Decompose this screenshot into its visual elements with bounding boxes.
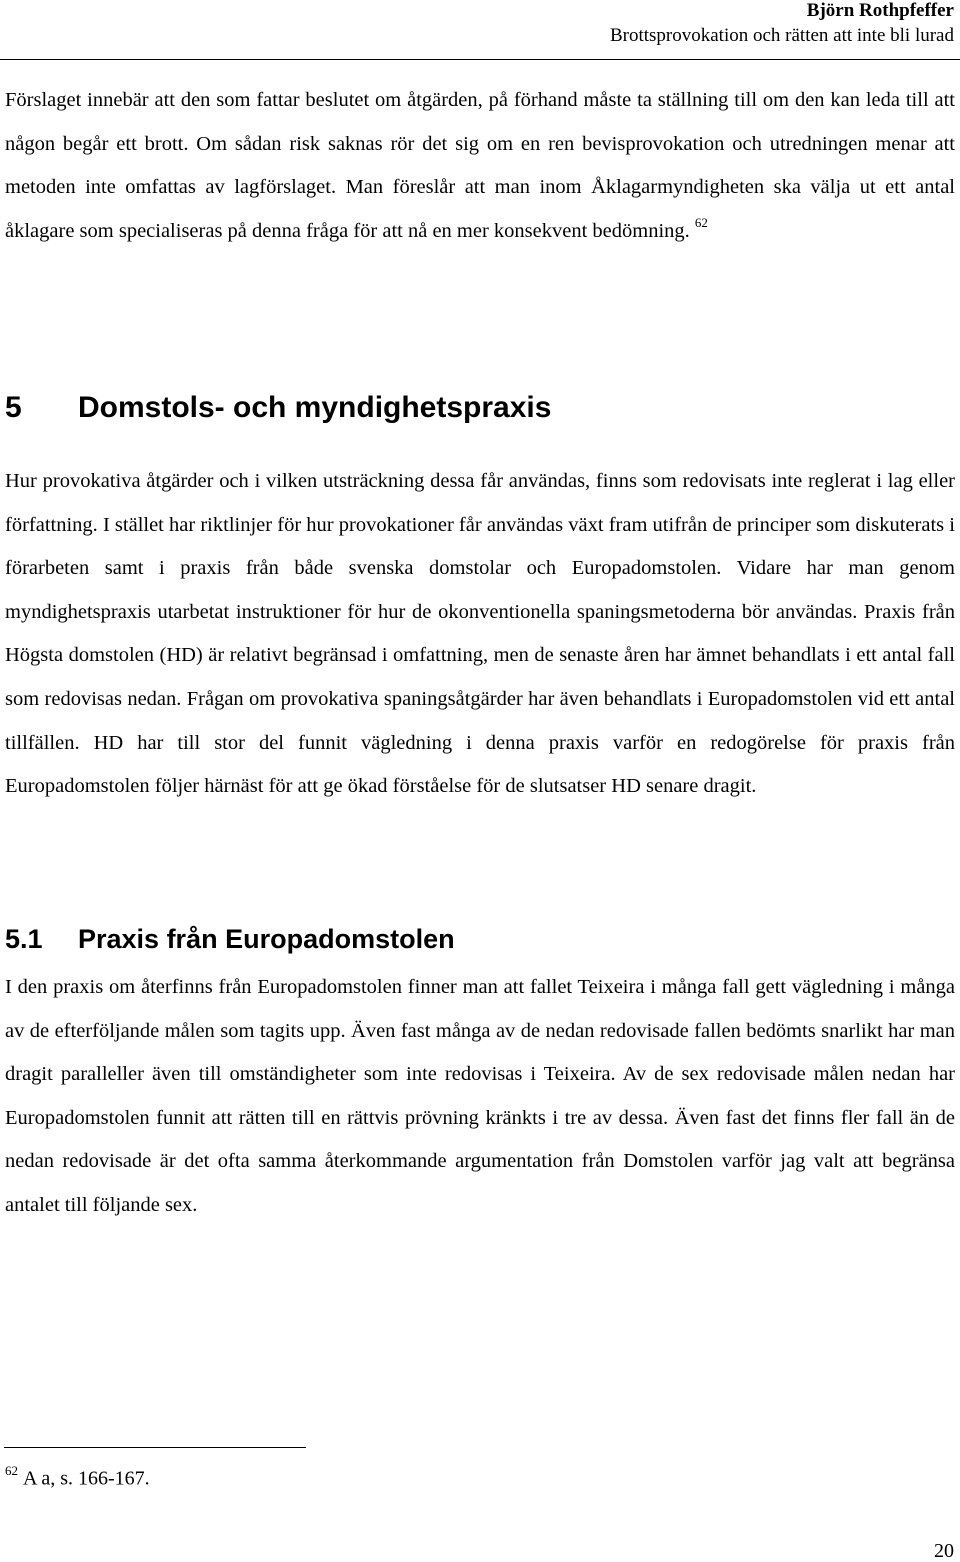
header-title: Brottsprovokation och rätten att inte bli lurad — [609, 25, 954, 46]
subsection-number: 5.1 — [5, 924, 43, 954]
section-5-1-body — [5, 966, 955, 1228]
section-title: Domstols- och myndighetspraxis — [78, 391, 552, 424]
intro-paragraph — [5, 79, 955, 253]
footnote-divider — [4, 1447, 306, 1448]
section-5-body — [5, 460, 955, 809]
header-author: Björn Rothpfeffer — [806, 0, 954, 21]
footnote-number: 62 — [5, 1463, 18, 1478]
page-number: 20 — [934, 1540, 954, 1562]
section-5-heading — [5, 390, 955, 426]
subsection-title: Praxis från Europadomstolen — [78, 924, 455, 954]
footnote-text: A a, s. 166-167. — [23, 1467, 150, 1490]
footnote-reference[interactable]: 62 — [694, 214, 708, 230]
subsection-heading — [5, 922, 955, 956]
intro-section — [5, 79, 955, 253]
intro-paragraph-text: Förslaget innebär att den som fattar beslutet om åtgärden, på förhand måste ta ställning till om den kan leda till att någon begår ett brott. Om sådan risk saknas rör det sig om en ren bevisprovokation och utredningen menar att metoden inte omfattas av lagförslaget. Man föreslår att man inom Åklagarmyndigheten ska välja ut ett antal åklagare som specialiseras på denna fråga för att nå en mer konsekvent bedömning. — [5, 89, 955, 242]
footnote — [5, 1458, 150, 1494]
section-5-1-paragraph: I den praxis om återfinns från Europadomstolen finner man att fallet Teixeira i många fall gett vägledning i många av de efterföljande målen som tagits upp. Även fast många av de nedan redovisade fallen bedömts snarlikt har man dragit paralleller även till omständigheter som inte redovisas i Teixeira. Av de sex redovisade målen nedan har Europadomstolen funnit att rätten till en rättvis prövning kränkts i tre av dessa. Även fast det finns fler fall än de nedan redovisade är det ofta samma återkommande argumentation från Domstolen varför jag valt att begränsa antalet till följande sex. — [5, 976, 955, 1216]
section-number: 5 — [5, 391, 22, 424]
section-heading — [5, 390, 955, 426]
section-5-paragraph: Hur provokativa åtgärder och i vilken utsträckning dessa får användas, finns som redovisats inte reglerat i lag eller författning. I stället har riktlinjer för hur provokationer får användas växt fram utifrån de principer som diskuterats i förarbeten samt i praxis från både svenska domstolar och Europadomstolen. Vidare har man genom myndighetspraxis utarbetat instruktioner för hur de okonventionella spaningsmetoderna bör användas. Praxis från Högsta domstolen (HD) är relativt begränsad i omfattning, men de senaste åren har ämnet behandlats i ett antal fall som redovisas nedan. Frågan om provokativa spaningsåtgärder har även behandlats i Europadomstolen vid ett antal tillfällen. HD har till stor del funnit vägledning i denna praxis varför en redogörelse för praxis från Europadomstolen följer härnäst för att ge ökad förståelse för de slutsatser HD senare dragit. — [5, 470, 955, 798]
running-header — [610, 0, 954, 48]
section-5-1-heading — [5, 922, 955, 956]
header-divider — [0, 59, 960, 60]
